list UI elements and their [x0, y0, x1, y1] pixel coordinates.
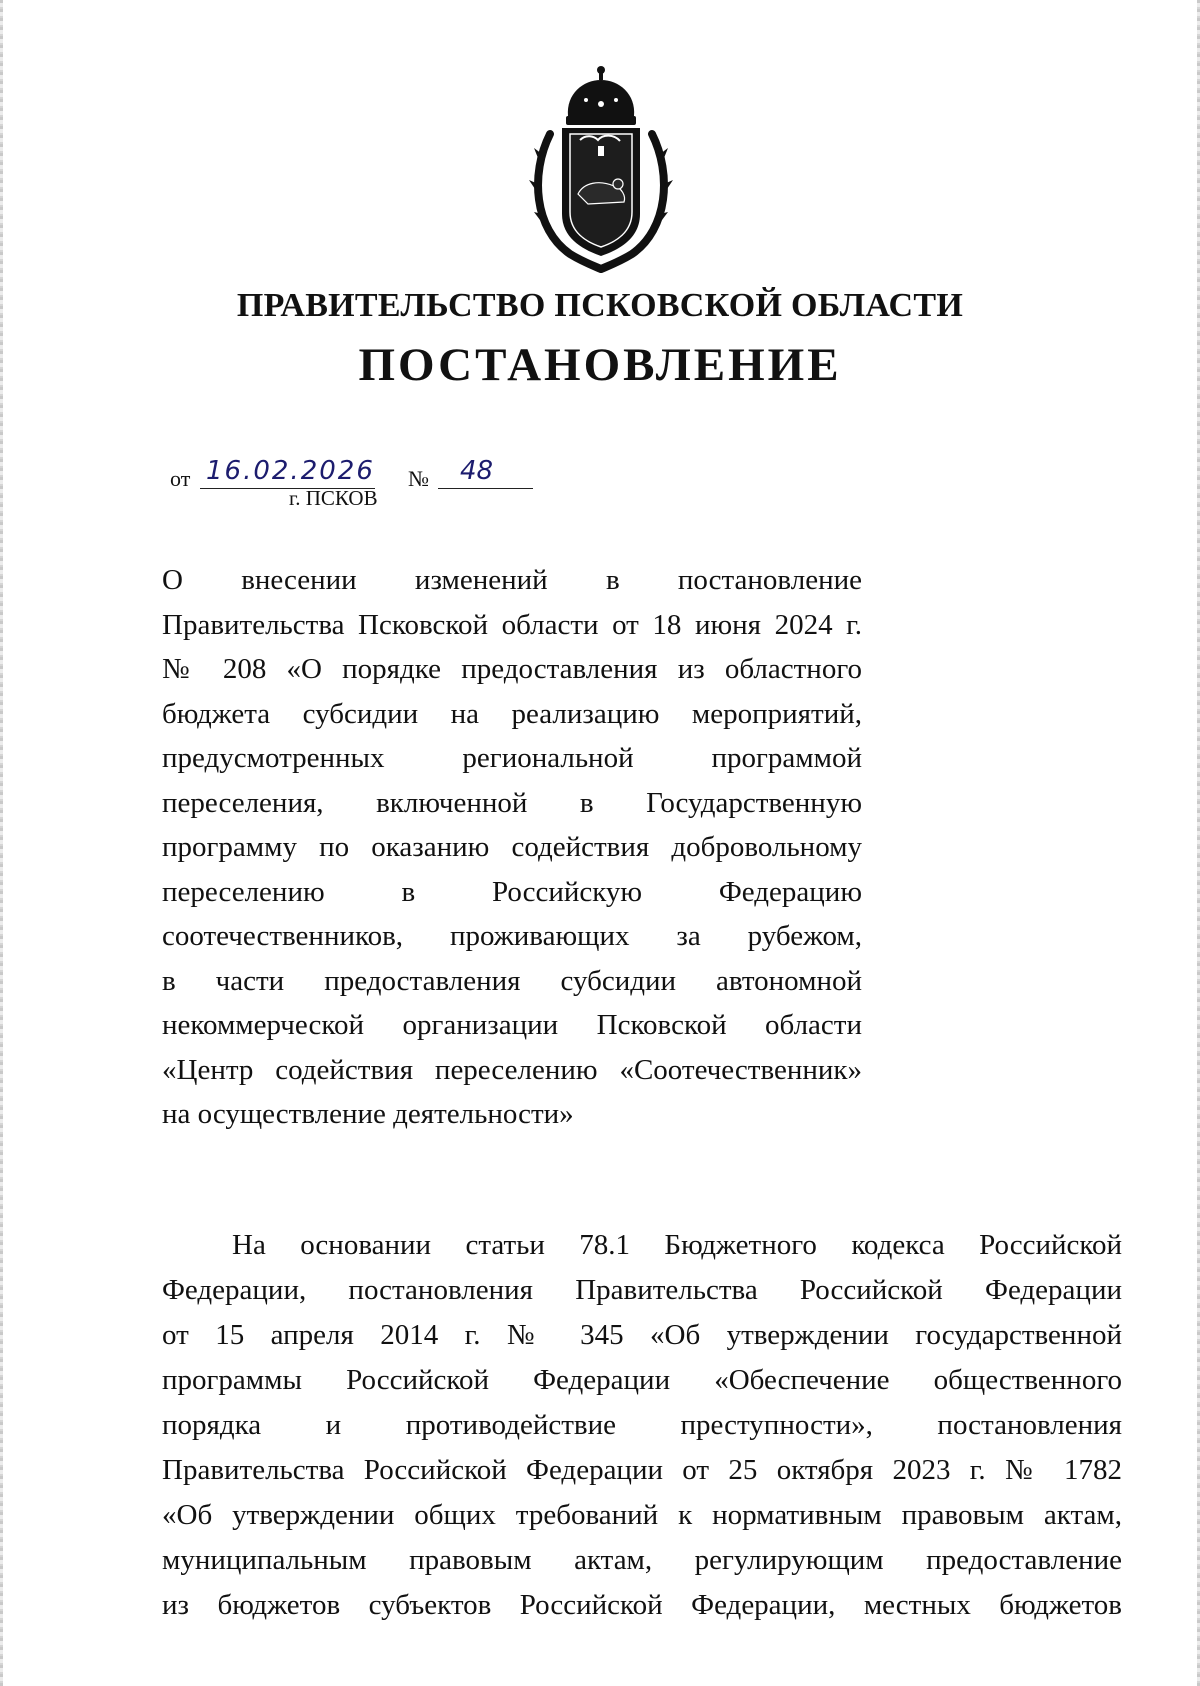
crown-icon: [566, 66, 636, 125]
subject-line: соотечественников, проживающих за рубежом,: [162, 920, 862, 952]
date-from-label: от: [170, 466, 191, 491]
document-body: [162, 1223, 1122, 1628]
subject-line: Правительства Псковской области от 18 июня 2024 г.: [162, 608, 862, 641]
document-number: 48: [460, 456, 494, 486]
subject-line: предусмотренных региональной программой: [162, 742, 862, 774]
number-underline: [438, 488, 533, 489]
subject-line: переселения, включенной в Государственную: [162, 786, 862, 819]
number-label: №: [408, 466, 429, 491]
subject-line: бюджета субсидии на реализацию мероприятий,: [162, 697, 862, 730]
subject-line: переселению в Российскую Федерацию: [162, 875, 862, 908]
document-date: 16.02.2026: [206, 456, 375, 486]
subject-line: «Центр содействия переселению «Соотечественник»: [162, 1053, 862, 1086]
body-line: от 15 апреля 2014 г. № 345 «Об утверждении государственной: [162, 1319, 1122, 1351]
body-line: порядка и противодействие преступности», постановления: [162, 1409, 1122, 1441]
document-subject: [162, 558, 862, 1137]
body-line: муниципальным правовым актам, регулирующим предоставление: [162, 1544, 1122, 1576]
body-line: программы Российской Федерации «Обеспечение общественного: [162, 1364, 1122, 1396]
subject-line: № 208 «О порядке предоставления из областного: [162, 653, 862, 685]
scan-edge-left: [0, 0, 3, 1686]
subject-line: О внесении изменений в постановление: [162, 564, 862, 596]
body-line: «Об утверждении общих требований к нормативным правовым актам,: [162, 1499, 1122, 1531]
subject-line: некоммерческой организации Псковской области: [162, 1009, 862, 1041]
pskov-coat-of-arms-emblem: [528, 64, 674, 274]
city-label: г. ПСКОВ: [289, 486, 378, 510]
body-line: из бюджетов субъектов Российской Федерации, местных бюджетов: [162, 1589, 1122, 1621]
document-dateline: [170, 456, 590, 496]
subject-line: программу по оказанию содействия добровольному: [162, 831, 862, 863]
organization-title: ПРАВИТЕЛЬСТВО ПСКОВСКОЙ ОБЛАСТИ: [236, 287, 964, 324]
subject-line: на осуществление деятельности»: [162, 1098, 574, 1130]
body-line: Правительства Российской Федерации от 25 октября 2023 г. № 1782: [162, 1454, 1122, 1486]
subject-line: в части предоставления субсидии автономной: [162, 964, 862, 997]
body-line: Федерации, постановления Правительства Российской Федерации: [162, 1274, 1122, 1306]
document-type-title: ПОСТАНОВЛЕНИЕ: [358, 339, 842, 391]
body-line: На основании статьи 78.1 Бюджетного кодекса Российской: [232, 1229, 1122, 1261]
